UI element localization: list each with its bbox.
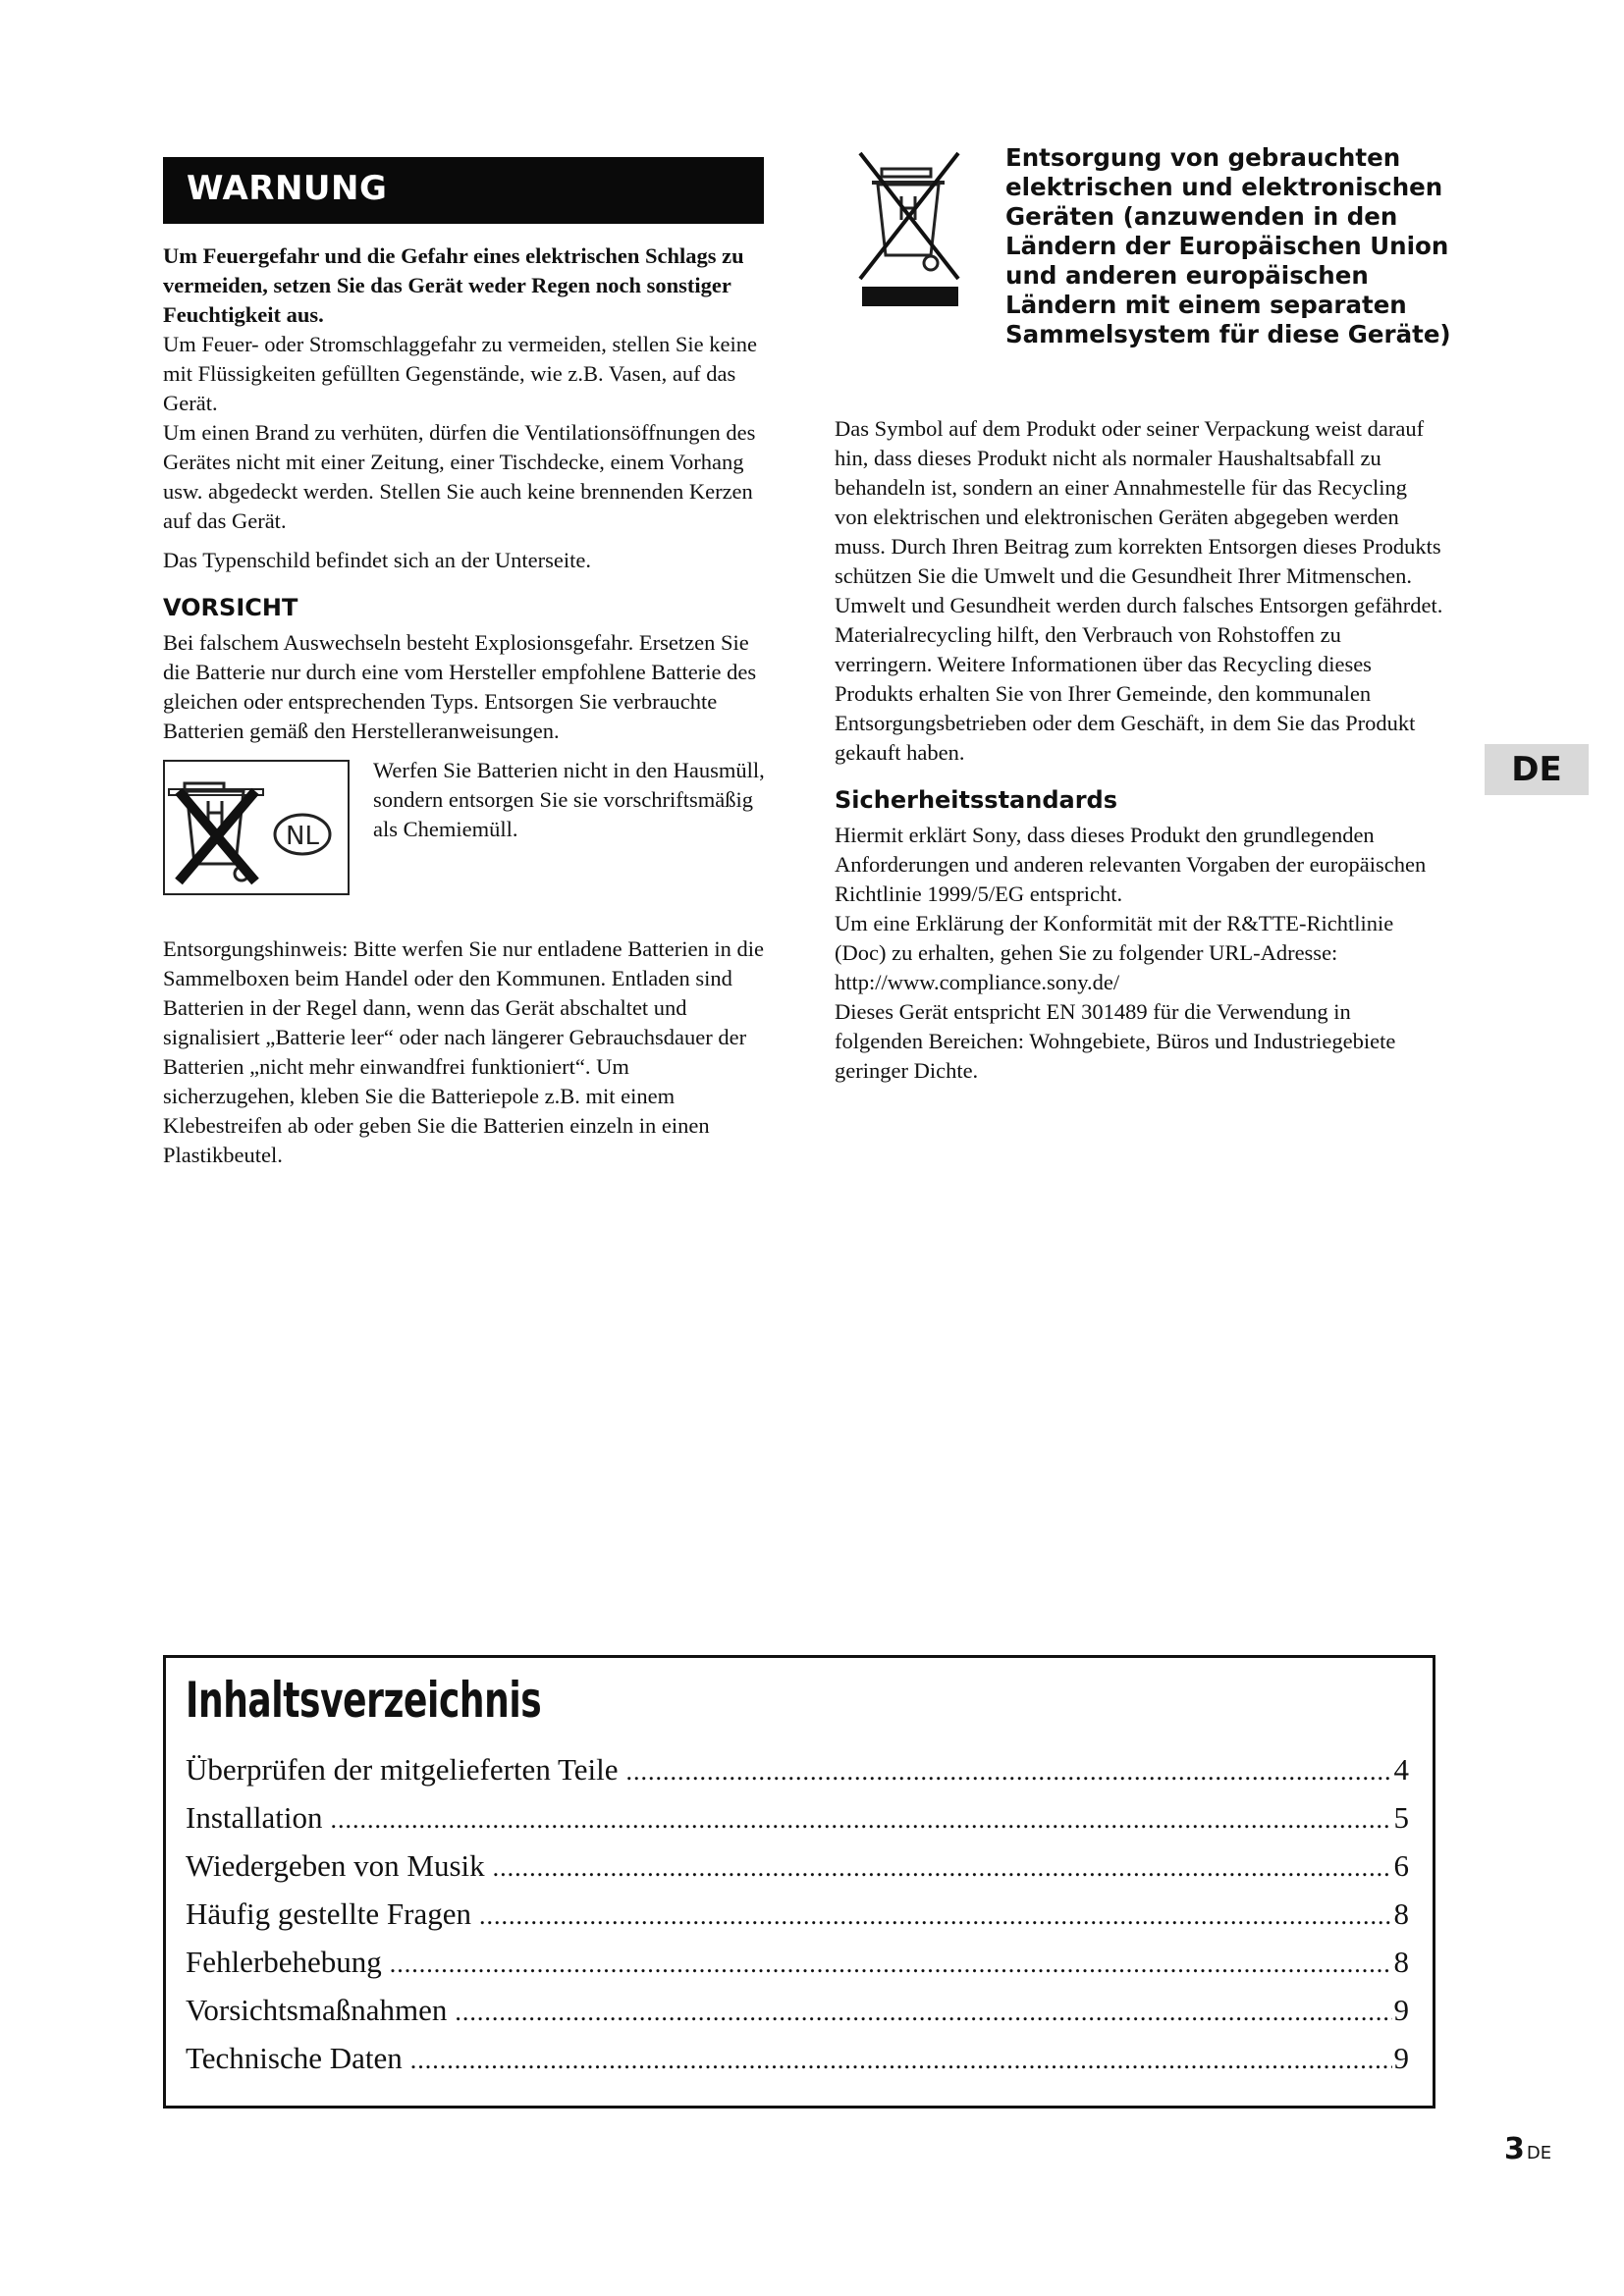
- disposal-heading: Entsorgung von gebrauchten elektrischen und elektronischen Geräten (anzuwenden in den Ländern der Europäischen Union und anderen europäischen Ländern mit einem separaten Sammelsystem für diese Geräte): [1005, 143, 1451, 348]
- warning-paragraph-2: Um einen Brand zu verhüten, dürfen die Ventilationsöffnungen des Gerätes nicht mit einer Zeitung, einer Tischdecke, einem Vorhang usw. abgedeckt werden. Stellen Sie auch keine brennenden Kerzen auf das Gerät.: [163, 420, 756, 533]
- toc-entry[interactable]: [186, 1945, 1409, 1993]
- left-column: [163, 241, 764, 1170]
- warning-banner: [163, 157, 764, 224]
- toc-leader: [330, 1805, 1391, 1835]
- weee-bin-icon: [850, 147, 966, 314]
- toc-entry[interactable]: [186, 1800, 1409, 1848]
- toc-entry-page: 8: [1393, 1896, 1409, 1931]
- toc-entry[interactable]: [186, 1752, 1409, 1800]
- warning-paragraph-3: Das Typenschild befindet sich an der Unterseite.: [163, 548, 592, 572]
- page-number-value: 3: [1504, 2132, 1525, 2166]
- language-tab: [1485, 744, 1589, 795]
- toc-entry-page: 9: [1393, 1993, 1409, 2027]
- warning-bold-text: Um Feuergefahr und die Gefahr eines elektrischen Schlags zu vermeiden, setzen Sie das Gerät weder Regen noch sonstiger Feuchtigkeit aus.: [163, 243, 744, 327]
- toc-leader: [479, 1901, 1392, 1931]
- nl-label: NL: [286, 822, 319, 851]
- toc-title: Inhaltsverzeichnis: [186, 1672, 542, 1729]
- toc-entry-title: Fehlerbehebung: [186, 1945, 382, 1979]
- toc-leader: [493, 1853, 1392, 1883]
- warning-heading: WARNUNG: [187, 169, 388, 208]
- toc-entry-title: Installation: [186, 1800, 323, 1835]
- safety-heading: Sicherheitsstandards: [835, 786, 1117, 814]
- caution-text: Bei falschem Auswechseln besteht Explosionsgefahr. Ersetzen Sie die Batterie nur durch eine vom Hersteller empfohlene Batterie des gleichen oder entsprechenden Typs. Entsorgen Sie verbrauchte Batterien gemäß den Herstelleranweisungen.: [163, 630, 757, 743]
- toc-leader: [390, 1949, 1392, 1979]
- toc-leader: [455, 1998, 1391, 2027]
- toc-entry-title: Technische Daten: [186, 2041, 403, 2075]
- toc-entry-page: 9: [1393, 2041, 1409, 2075]
- toc-entry[interactable]: [186, 1896, 1409, 1945]
- toc-leader: [410, 2046, 1392, 2075]
- disposal-text: Das Symbol auf dem Produkt oder seiner Verpackung weist darauf hin, dass dieses Produkt nicht als normaler Haushaltsabfall zu behandeln ist, sondern an einer Annahmestelle für das Recycling von elektrischen und elektronischen Geräten abgegeben werden muss. Durch Ihren Beitrag zum korrekten Entsorgen dieses Produkts schützen Sie die Umwelt und die Gesundheit Ihrer Mitmenschen. Umwelt und Gesundheit werden durch falsches Entsorgen gefährdet. Materialrecycling hilft, den Verbrauch von Rohstoffen zu verringern. Weitere Informationen über das Recycling dieses Produkts erhalten Sie von Ihrer Gemeinde, den kommunalen Entsorgungsbetrieben oder dem Geschäft, in dem Sie das Produkt gekauft haben.: [835, 416, 1443, 765]
- toc-entry-title: Vorsichtsmaßnahmen: [186, 1993, 448, 2027]
- crossed-bin-nl-icon: [163, 760, 350, 895]
- toc-entry-title: Wiedergeben von Musik: [186, 1848, 485, 1883]
- page-number-suffix: DE: [1526, 2143, 1552, 2163]
- safety-paragraph-2: Um eine Erklärung der Konformität mit der R&TTE-Richtlinie (Doc) zu erhalten, gehen Sie zu folgender URL-Adresse: http://www.compliance.sony.de/: [835, 911, 1394, 994]
- battery-disposal-row: [163, 760, 764, 897]
- toc-entry[interactable]: [186, 1848, 1409, 1896]
- table-of-contents: [163, 1655, 1435, 2109]
- language-tab-label: DE: [1511, 750, 1562, 789]
- toc-entry-title: Überprüfen der mitgelieferten Teile: [186, 1752, 619, 1787]
- toc-entry[interactable]: [186, 2041, 1409, 2089]
- page-number: [1504, 2132, 1551, 2166]
- toc-entry-page: 6: [1393, 1848, 1409, 1883]
- right-column: [835, 414, 1443, 1086]
- toc-entry-page: 8: [1393, 1945, 1409, 1979]
- toc-list: [186, 1752, 1409, 2089]
- toc-entry[interactable]: [186, 1993, 1409, 2041]
- toc-entry-page: 5: [1393, 1800, 1409, 1835]
- safety-paragraph-3: Dieses Gerät entspricht EN 301489 für die Verwendung in folgenden Bereichen: Wohngebiete, Büros und Industriegebiete geringer Dichte.: [835, 999, 1396, 1083]
- toc-entry-page: 4: [1393, 1752, 1409, 1787]
- safety-paragraph-1: Hiermit erklärt Sony, dass dieses Produkt den grundlegenden Anforderungen und anderen relevanten Vorgaben der europäischen Richtlinie 1999/5/EG entspricht.: [835, 823, 1427, 906]
- warning-paragraph-1: Um Feuer- oder Stromschlaggefahr zu vermeiden, stellen Sie keine mit Flüssigkeiten gefüllten Gegenstände, wie z.B. Vasen, auf das Gerät.: [163, 332, 757, 415]
- battery-disposal-note: Entsorgungshinweis: Bitte werfen Sie nur entladene Batterien in die Sammelboxen beim Handel oder den Kommunen. Entladen sind Batterien in der Regel dann, wenn das Gerät abschaltet und signalisiert „Batterie leer“ oder nach längerer Gebrauchsdauer der Batterien „nicht mehr einwandfrei funktioniert“. Um sicherzugehen, kleben Sie die Batteriepole z.B. mit einem Klebestreifen ab oder geben Sie die Batterien einzeln in einen Plastikbeutel.: [163, 936, 764, 1167]
- toc-leader: [626, 1757, 1392, 1787]
- toc-entry-title: Häufig gestellte Fragen: [186, 1896, 471, 1931]
- battery-note: Werfen Sie Batterien nicht in den Hausmüll, sondern entsorgen Sie sie vorschriftsmäßig als Chemiemüll.: [373, 758, 765, 841]
- caution-heading: VORSICHT: [163, 594, 298, 621]
